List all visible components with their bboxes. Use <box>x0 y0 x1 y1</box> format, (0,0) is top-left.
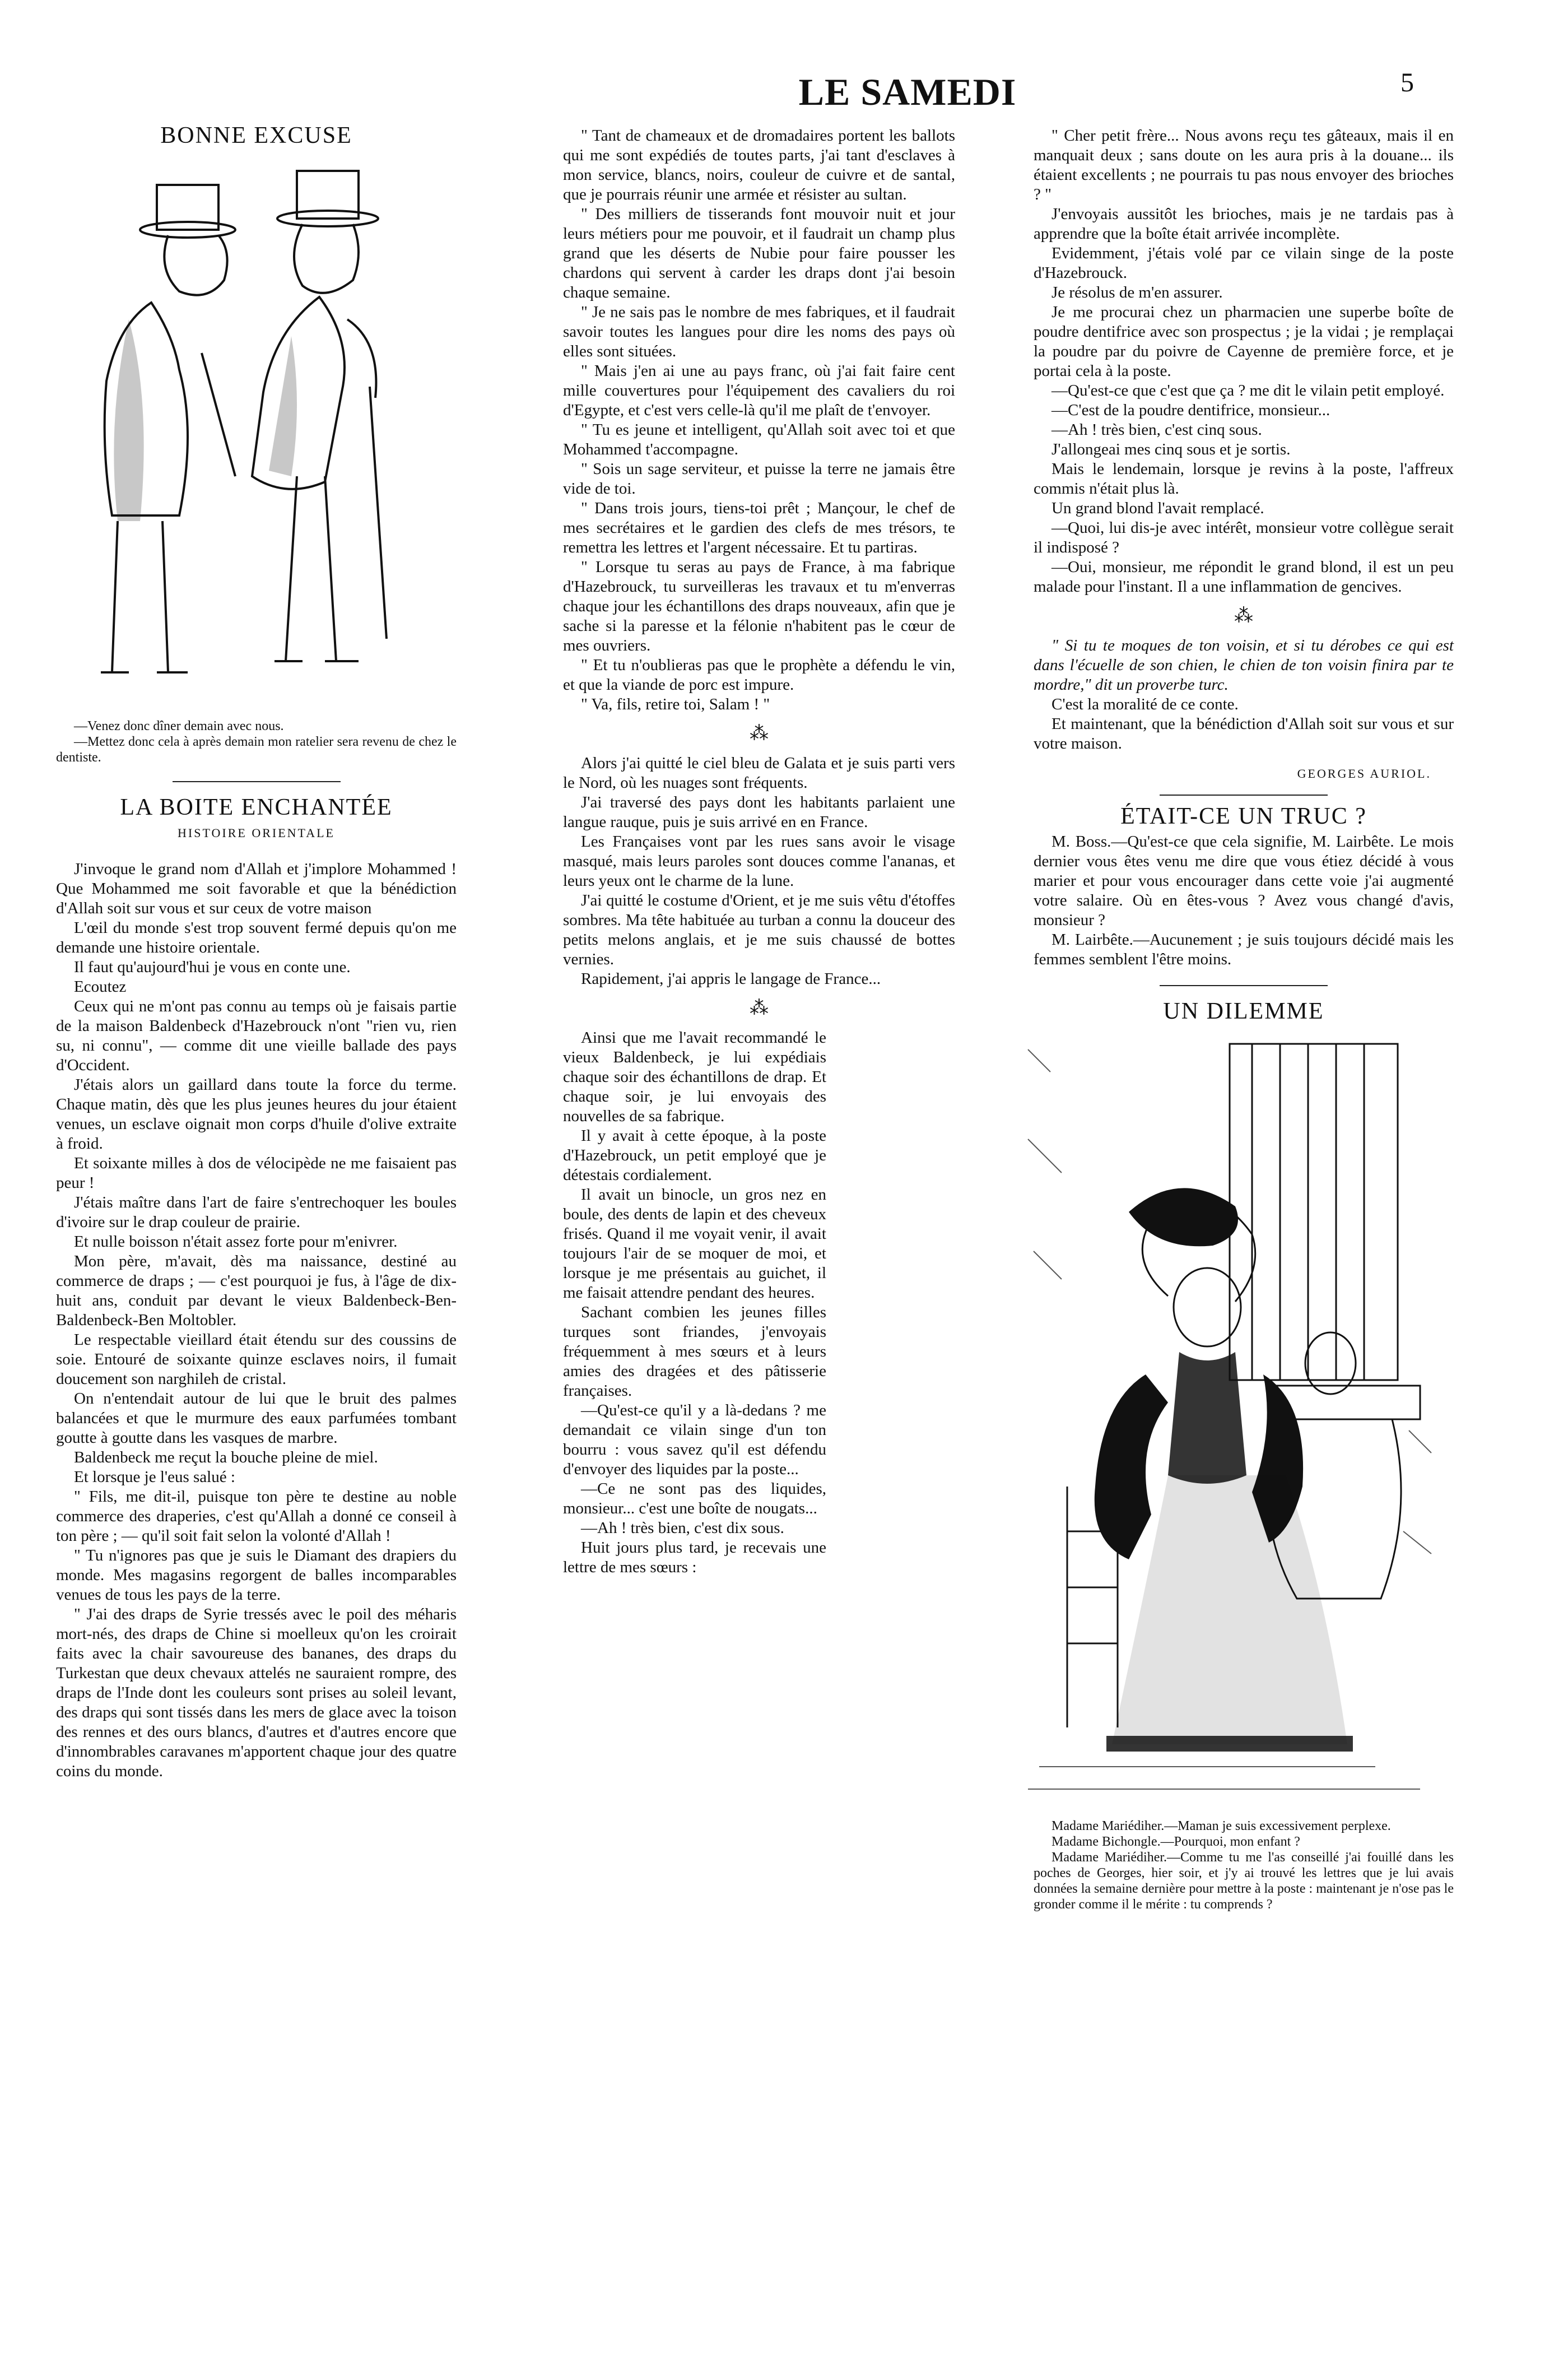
paragraph: —Qu'est-ce que c'est que ça ? me dit le vilain petit employé. <box>1051 382 1445 400</box>
dilemme-caption <box>1034 1818 1454 1912</box>
asterism-divider: ⁂ <box>750 998 769 1019</box>
paragraph: J'invoque le grand nom d'Allah et j'implore Mohammed ! Que Mohammed me soit favorable et que la bénédiction d'Allah soit sur vous et sur ceux de votre maison <box>56 860 457 917</box>
paragraph: —Ah ! très bien, c'est cinq sous. <box>1051 421 1262 439</box>
paragraph: Les Françaises vont par les rues sans avoir le visage masqué, mais leurs paroles sont douces comme l'ananas, et leurs yeux ont le charme de la lune. <box>563 833 955 890</box>
paragraph: M. Boss.—Qu'est-ce que cela signifie, M. Lairbête. Le mois dernier vous êtes venu me dire que vous étiez décidé à vous marier et pour vous encourager dans cette voie j'ai augmenté votre salaire. Où en êtes-vous ? Avez vous changé d'avis, monsieur ? <box>1034 833 1454 929</box>
caption-line: Madame Mariédiher.—Comme tu me l'as conseillé j'ai fouillé dans les poches de Georges, hier soir, et j'y ai trouvé les lettres que je lui avais données la semaine dernière pour mettre à la poste : maintenant je n'ose pas le gronder comme il le mérite : tu comprends ? <box>1034 1850 1454 1912</box>
divider <box>173 781 341 782</box>
truc-title: ÉTAIT-CE UN TRUC ? <box>1120 803 1367 829</box>
asterism-divider: ⁂ <box>750 723 769 744</box>
paragraph: Le respectable vieillard était étendu sur des coussins de soie. Entouré de soixante quinze esclaves noirs, il fumait doucement son narghileh de cristal. <box>56 1331 457 1388</box>
column-1 <box>56 123 457 1781</box>
paragraph: " Cher petit frère... Nous avons reçu tes gâteaux, mais il en manquait deux ; sans doute on les aura pris à la douane... ils étaient excellents ; ne pourrais tu pas nous envoyer des brioches ? " <box>1034 127 1454 203</box>
paragraph: M. Lairbête.—Aucunement ; je suis toujours décidé mais les femmes semblent l'être moins. <box>1034 931 1454 968</box>
paragraph: " Des milliers de tisserands font mouvoir nuit et jour leurs métiers pour me pouvoir, et il faudrait un champ plus grand que les déserts de Nubie pour faire pousser les chardons qui servent à carder les draps dont j'ai besoin chaque semaine. <box>563 205 955 301</box>
paragraph: Il avait un binocle, un gros nez en boule, des dents de lapin et des cheveux frisés. Quand il me voyait venir, il avait toujours l'air de se moquer de moi, et lorsque je me présentais au guichet, il me faisait attendre pendant des heures. <box>563 1186 826 1302</box>
salon-illustration <box>1017 1027 1437 1811</box>
paragraph: Baldenbeck me reçut la bouche pleine de miel. <box>74 1448 378 1466</box>
divider <box>1160 985 1328 986</box>
paragraph: —Ah ! très bien, c'est dix sous. <box>581 1519 784 1537</box>
paragraph: J'ai quitté le costume d'Orient, et je me suis vêtu d'étoffes sombres. Ma tête habituée au turban a connu la douceur des petits melons anglais, et je me suis chaussé de bottes vernies. <box>563 891 955 968</box>
paragraph: Rapidement, j'ai appris le langage de France... <box>581 970 881 988</box>
paragraph: Alors j'ai quitté le ciel bleu de Galata et je suis parti vers le Nord, où les nuages sont fréquents. <box>563 754 955 792</box>
author-signature: GEORGES AURIOL. <box>1297 767 1431 781</box>
paragraph: " Tu es jeune et intelligent, qu'Allah soit avec toi et que Mohammed t'accompagne. <box>563 421 955 458</box>
masthead-title: LE SAMEDI <box>798 71 1017 113</box>
paragraph: —Qu'est-ce qu'il y a là-dedans ? me demandait ce vilain singe d'un ton bourru : vous savez qu'il est défendu d'envoyer des liquides par la poste... <box>563 1401 826 1478</box>
paragraph: Ecoutez <box>74 978 127 996</box>
caption-line: —Mettez donc cela à après demain mon ratelier sera revenu de chez le dentiste. <box>56 735 457 765</box>
paragraph: Mais le lendemain, lorsque je revins à la poste, l'affreux commis n'était plus là. <box>1034 460 1454 498</box>
paragraph: Huit jours plus tard, je recevais une lettre de mes sœurs : <box>563 1539 826 1576</box>
paragraph: " Sois un sage serviteur, et puisse la terre ne jamais être vide de toi. <box>563 460 955 498</box>
paragraph: —Oui, monsieur, me répondit le grand blond, il est un peu malade pour l'instant. Il a une inflammation de gencives. <box>1034 558 1454 596</box>
paragraph: " Lorsque tu seras au pays de France, à ma fabrique d'Hazebrouck, tu surveilleras les travaux et tu m'enverras chaque jour les échantillons des draps nouveaux, afin que je sache si la paresse et la félonie n'habitent pas le cœur de mes ouvriers. <box>563 558 955 654</box>
divider <box>1160 795 1328 796</box>
paragraph: Il y avait à cette époque, à la poste d'Hazebrouck, un petit employé que je détestais cordialement. <box>563 1127 826 1184</box>
narrow-column-text <box>563 1028 826 1577</box>
paragraph: Ainsi que me l'avait recommandé le vieux Baldenbeck, je lui expédiais chaque soir des échantillons de drap. Et chaque soir, je lui envoyais des nouvelles de sa fabrique. <box>563 1029 826 1125</box>
asterism-divider: ⁂ <box>1234 606 1253 626</box>
paragraph: " Tant de chameaux et de dromadaires portent les ballots qui me sont expédiés de toutes parts, j'ai tant d'esclaves à mon service, blancs, noirs, couleur de cuivre et de santal, que je pourrais réunir une armée et résister au sultan. <box>563 127 955 203</box>
paragraph: Et lorsque je l'eus salué : <box>74 1468 235 1486</box>
paragraph: J'ai traversé des pays dont les habitants parlaient une langue rauque, puis je suis arrivé en en France. <box>563 793 955 831</box>
paragraph: Et nulle boisson n'était assez forte pour m'enivrer. <box>74 1233 398 1251</box>
bonne-excuse-title: BONNE EXCUSE <box>160 123 352 148</box>
paragraph: Un grand blond l'avait remplacé. <box>1051 499 1264 517</box>
paragraph: " Tu n'ignores pas que je suis le Diamant des drapiers du monde. Mes magasins regorgent de balles incomparables venues de tous les pays de la terre. <box>56 1546 457 1604</box>
paragraph: Evidemment, j'étais volé par ce vilain singe de la poste d'Hazebrouck. <box>1034 244 1454 282</box>
column-3 <box>1034 126 1454 1912</box>
paragraph: " Et tu n'oublieras pas que le prophète a défendu le vin, et que la viande de porc est impure. <box>563 656 955 694</box>
paragraph: —Quoi, lui dis-je avec intérêt, monsieur votre collègue serait il indisposé ? <box>1034 519 1454 556</box>
paragraph: Et maintenant, que la bénédiction d'Allah soit sur vous et sur votre maison. <box>1034 715 1454 753</box>
boite-subtitle: HISTOIRE ORIENTALE <box>178 826 335 840</box>
paragraph: " J'ai des draps de Syrie tressés avec le poil des méharis mort-nés, des draps de Chine si moelleux qu'on les croirait faits avec la chair savoureuse des bananes, des draps du Turkestan que deux chevaux attelés ne sauraient rompre, des draps de l'Inde dont les couleurs sont prises au soleil levant, des draps qui sont tissés dans les mers de glace avec la toison des rennes et des ours blancs, d'autres et d'autres encore que d'innombrables caravanes m'apportent chaque jour des quatre coins du monde. <box>56 1605 457 1780</box>
proverb: " Si tu te moques de ton voisin, et si tu dérobes ce qui est dans l'écuelle de son chien, le chien de ton voisin finira par te mordre," dit un proverbe turc. <box>1034 637 1454 694</box>
paragraph: " Va, fils, retire toi, Salam ! " <box>581 695 770 713</box>
paragraph: Ceux qui ne m'ont pas connu au temps où je faisais partie de la maison Baldenbeck d'Hazebrouck n'ont "rien vu, rien su, ni connu", — comme dit une vieille ballade des pays d'Occident. <box>56 997 457 1074</box>
paragraph: L'œil du monde s'est trop souvent fermé depuis qu'on me demande une histoire orientale. <box>56 919 457 956</box>
paragraph: Mon père, m'avait, dès ma naissance, destiné au commerce de draps ; — c'est pourquoi je fus, à l'âge de dix-huit ans, conduit par devant le vieux Baldenbeck-Ben-Baldenbeck-Ben Moltobler. <box>56 1252 457 1329</box>
column-2 <box>563 126 955 1577</box>
gentlemen-illustration <box>56 151 457 712</box>
paragraph: " Mais j'en ai une au pays franc, où j'ai fait faire cent mille couvertures pour l'équipement des cavaliers du roi d'Egypte, et c'est vers celle-là qu'il me plaît de t'envoyer. <box>563 362 955 419</box>
dilemme-title: UN DILEMME <box>1163 998 1324 1024</box>
bonne-excuse-caption <box>56 718 457 765</box>
paragraph: J'étais alors un gaillard dans toute la force du terme. Chaque matin, dès que les plus jeunes heures du jour étaient venues, un esclave oignait mon corps d'huile d'olive extraite à froid. <box>56 1076 457 1153</box>
paragraph: Il faut qu'aujourd'hui je vous en conte une. <box>74 958 351 976</box>
page-number: 5 <box>1401 68 1414 97</box>
caption-line: —Venez donc dîner demain avec nous. <box>74 719 284 733</box>
paragraph: —Ce ne sont pas des liquides, monsieur... c'est une boîte de nougats... <box>563 1480 826 1517</box>
paragraph: Je me procurai chez un pharmacien une superbe boîte de poudre dentifrice avec son prospectus ; je la vidai ; je remplaçai la poudre par du poivre de Cayenne de première force, et je portai cela à la poste. <box>1034 303 1454 380</box>
caption-line: Madame Mariédiher.—Maman je suis excessivement perplexe. <box>1051 1819 1391 1833</box>
caption-line: Madame Bichongle.—Pourquoi, mon enfant ? <box>1051 1834 1300 1849</box>
paragraph: J'envoyais aussitôt les brioches, mais je ne tardais pas à apprendre que la boîte était arrivée incomplète. <box>1034 205 1454 243</box>
paragraph: —C'est de la poudre dentifrice, monsieur... <box>1051 401 1330 419</box>
paragraph: " Fils, me dit-il, puisque ton père te destine au noble commerce des draperies, c'est qu'Allah a donné ce conseil à ton père ; — qu'il soit fait selon la volonté d'Allah ! <box>56 1488 457 1545</box>
paragraph: Et soixante milles à dos de vélocipède ne me faisaient pas peur ! <box>56 1154 457 1192</box>
paragraph: " Dans trois jours, tiens-toi prêt ; Mançour, le chef de mes secrétaires et le gardien des clefs de mes trésors, te remettra les lettres et l'argent nécessaire. Et tu partiras. <box>563 499 955 556</box>
boite-title: LA BOITE ENCHANTÉE <box>120 795 393 820</box>
paragraph: Je résolus de m'en assurer. <box>1051 284 1223 301</box>
paragraph: On n'entendait autour de lui que le bruit des palmes balancées et que le murmure des eaux parfumées tombant goutte à goutte dans les vasques de marbre. <box>56 1390 457 1447</box>
paragraph: Sachant combien les jeunes filles turques sont friandes, j'envoyais fréquemment à mes sœurs et à leurs amies des dragées et des pâtisserie françaises. <box>563 1303 826 1400</box>
paragraph: " Je ne sais pas le nombre de mes fabriques, et il faudrait savoir toutes les langues pour dire les noms des pays où elles sont situées. <box>563 303 955 360</box>
paragraph: J'allongeai mes cinq sous et je sortis. <box>1051 440 1291 458</box>
paragraph: C'est la moralité de ce conte. <box>1051 695 1239 713</box>
paragraph: J'étais maître dans l'art de faire s'entrechoquer les boules d'ivoire sur le drap couleur de prairie. <box>56 1193 457 1231</box>
